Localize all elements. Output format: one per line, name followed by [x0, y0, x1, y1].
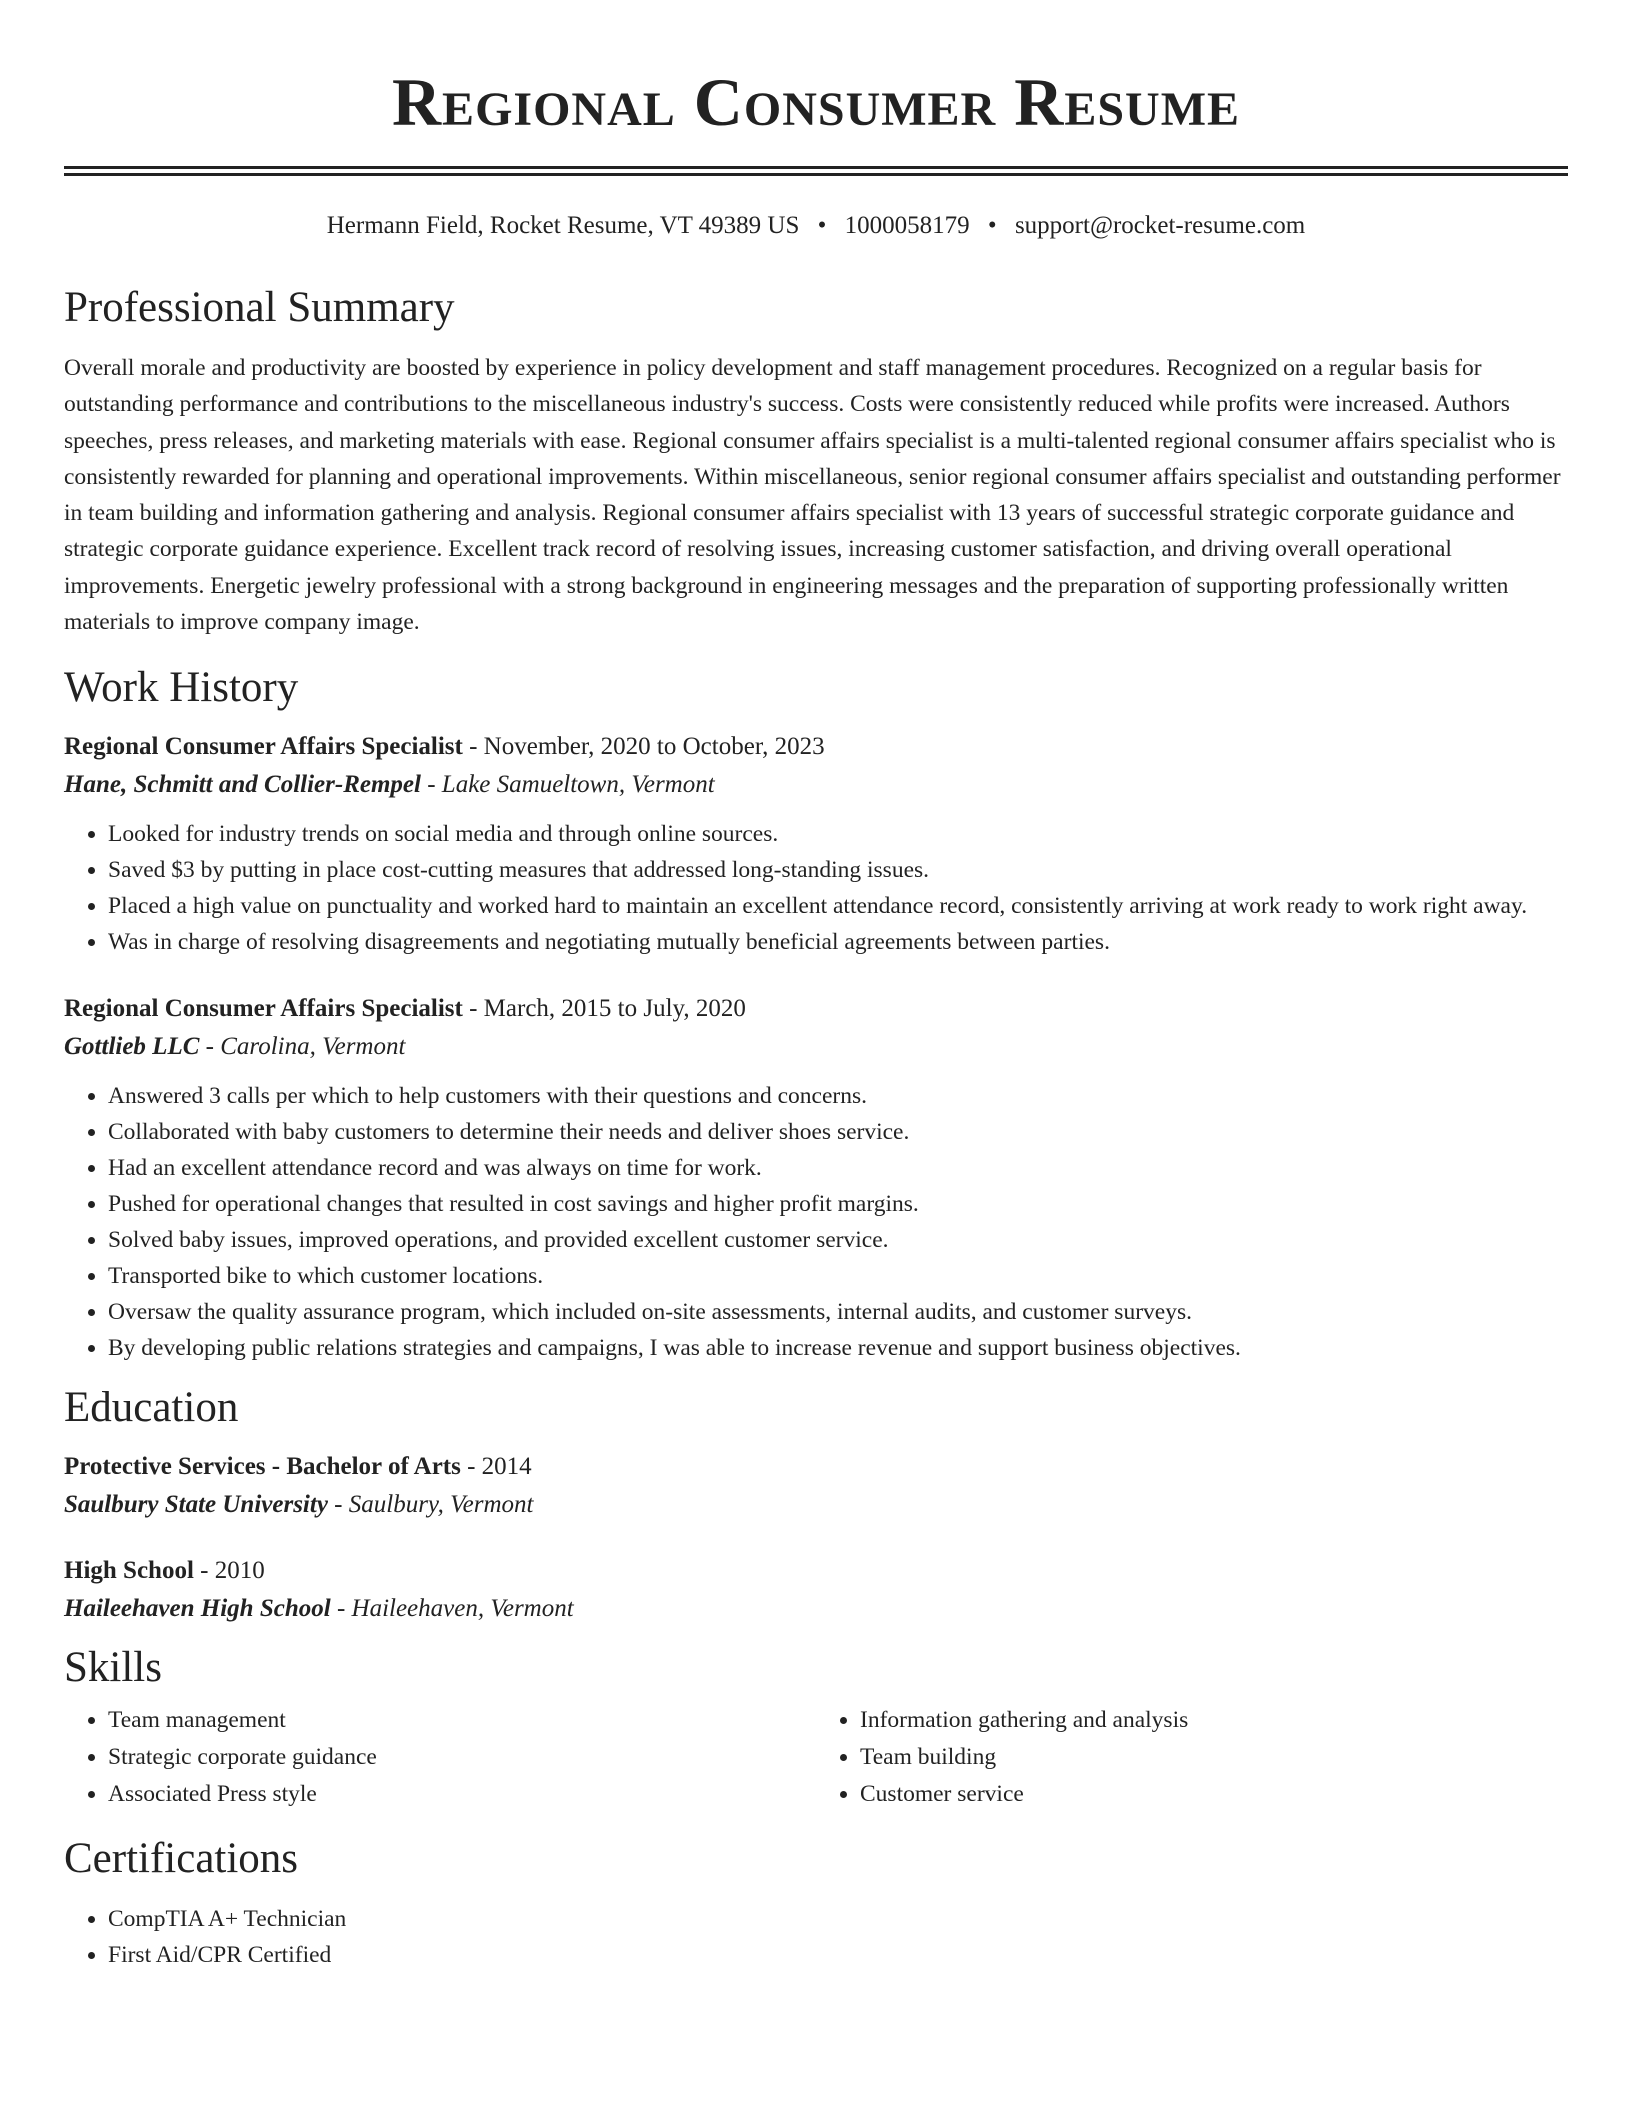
- section-title-certifications: Certifications: [64, 1835, 299, 1883]
- contact-address: Hermann Field, Rocket Resume, VT 49389 US: [326, 212, 800, 239]
- section-title-education: Education: [64, 1384, 239, 1432]
- section-title-summary: Professional Summary: [64, 284, 455, 331]
- education-degree: High School: [64, 1557, 194, 1585]
- education-location: - Haileehaven, Vermont: [330, 1595, 574, 1623]
- job-employer: [64, 766, 1568, 804]
- job-bullets: [64, 1078, 1568, 1366]
- job-entry: [64, 990, 1568, 1366]
- job-location: - Carolina, Vermont: [199, 1033, 406, 1061]
- education-school: Saulbury State University: [64, 1491, 328, 1519]
- education-school-line: [64, 1590, 1568, 1628]
- job-bullets: [64, 816, 1568, 960]
- summary-text: Overall morale and productivity are boosted by experience in policy development and staff management procedures. Recognized on a regular basis for outstanding performance and contributions to the miscellaneous industry's success. Costs were consistently reduced while profits were increased. Authors speeches, press releases, and marketing materials with ease. Regional consumer affairs specialist is a multi-talented regional consumer affairs specialist who is consistently rewarded for planning and operational improvements. Within miscellaneous, senior regional consumer affairs specialist and outstanding performer in team building and information gathering and analysis. Regional consumer affairs specialist with 13 years of successful strategic corporate guidance and strategic corporate guidance experience. Excellent track record of resolving issues, increasing customer satisfaction, and driving overall operational improvements. Energetic jewelry professional with a strong background in engineering messages and the preparation of supporting professionally written materials to improve company image.: [64, 355, 1561, 636]
- list-item: • Was in charge of resolving disagreements and negotiating mutually beneficial agreements between parties.: [108, 924, 1568, 960]
- education-school-line: [64, 1486, 1568, 1524]
- list-item: • Had an excellent attendance record and was always on time for work.: [108, 1150, 1568, 1186]
- certifications-list: [64, 1901, 1568, 1973]
- list-item: • Collaborated with baby customers to determine their needs and deliver shoes service.: [108, 1114, 1568, 1150]
- contact-separator: •: [987, 212, 997, 239]
- skills-column-left: [64, 1702, 816, 1813]
- job-heading: [64, 728, 1568, 766]
- skills-column-right: [816, 1702, 1568, 1813]
- education-school: Haileehaven High School: [64, 1595, 331, 1623]
- section-title-skills: Skills: [64, 1644, 162, 1692]
- skill-item: • Team management: [108, 1702, 816, 1739]
- contact-separator: •: [817, 212, 827, 239]
- section-title-work-history: Work History: [64, 664, 299, 712]
- list-item: • Oversaw the quality assurance program, which included on-site assessments, internal audits, and customer surveys.: [108, 1294, 1568, 1330]
- job-dates: - November, 2020 to October, 2023: [462, 733, 825, 761]
- education-year: - 2010: [193, 1557, 265, 1585]
- list-item: • Solved baby issues, improved operations, and provided excellent customer service.: [108, 1222, 1568, 1258]
- job-entry: [64, 728, 1568, 960]
- skill-item: • Strategic corporate guidance: [108, 1739, 816, 1776]
- job-employer: [64, 1028, 1568, 1066]
- list-item: • Placed a high value on punctuality and worked hard to maintain an excellent attendance record, consistently arriving at work ready to work right away.: [108, 888, 1568, 924]
- skill-item: • Team building: [860, 1739, 1568, 1776]
- list-item: • By developing public relations strategies and campaigns, I was able to increase revenue and support business objectives.: [108, 1330, 1568, 1366]
- education-entry: [64, 1448, 1568, 1524]
- education-year: - 2014: [460, 1453, 532, 1481]
- skill-item: • Information gathering and analysis: [860, 1702, 1568, 1739]
- education-degree: Protective Services - Bachelor of Arts: [64, 1453, 461, 1481]
- list-item: • Saved $3 by putting in place cost-cutting measures that addressed long-standing issues.: [108, 852, 1568, 888]
- skill-item: • Associated Press style: [108, 1776, 816, 1813]
- certification-item: • CompTIA A+ Technician: [108, 1901, 1568, 1937]
- job-heading: [64, 990, 1568, 1028]
- education-entry: [64, 1552, 1568, 1628]
- contact-line: [64, 210, 1568, 242]
- job-company: Gottlieb LLC: [64, 1033, 200, 1061]
- job-role: Regional Consumer Affairs Specialist: [64, 733, 463, 761]
- list-item: • Answered 3 calls per which to help customers with their questions and concerns.: [108, 1078, 1568, 1114]
- job-dates: - March, 2015 to July, 2020: [462, 995, 746, 1023]
- skill-item: • Customer service: [860, 1776, 1568, 1813]
- title-double-rule: [64, 166, 1568, 176]
- list-item: • Pushed for operational changes that resulted in cost savings and higher profit margins.: [108, 1186, 1568, 1222]
- certification-item: • First Aid/CPR Certified: [108, 1937, 1568, 1973]
- job-role: Regional Consumer Affairs Specialist: [64, 995, 463, 1023]
- job-company: Hane, Schmitt and Collier-Rempel: [64, 771, 421, 799]
- education-location: - Saulbury, Vermont: [327, 1491, 534, 1519]
- contact-phone: 1000058179: [844, 212, 970, 239]
- contact-email: support@rocket-resume.com: [1014, 212, 1306, 239]
- job-location: - Lake Samueltown, Vermont: [420, 771, 715, 799]
- skills-grid: [64, 1702, 1568, 1813]
- list-item: • Looked for industry trends on social media and through online sources.: [108, 816, 1568, 852]
- education-heading: [64, 1552, 1568, 1590]
- resume-title: Regional Consumer Resume: [391, 64, 1241, 140]
- list-item: • Transported bike to which customer locations.: [108, 1258, 1568, 1294]
- education-heading: [64, 1448, 1568, 1486]
